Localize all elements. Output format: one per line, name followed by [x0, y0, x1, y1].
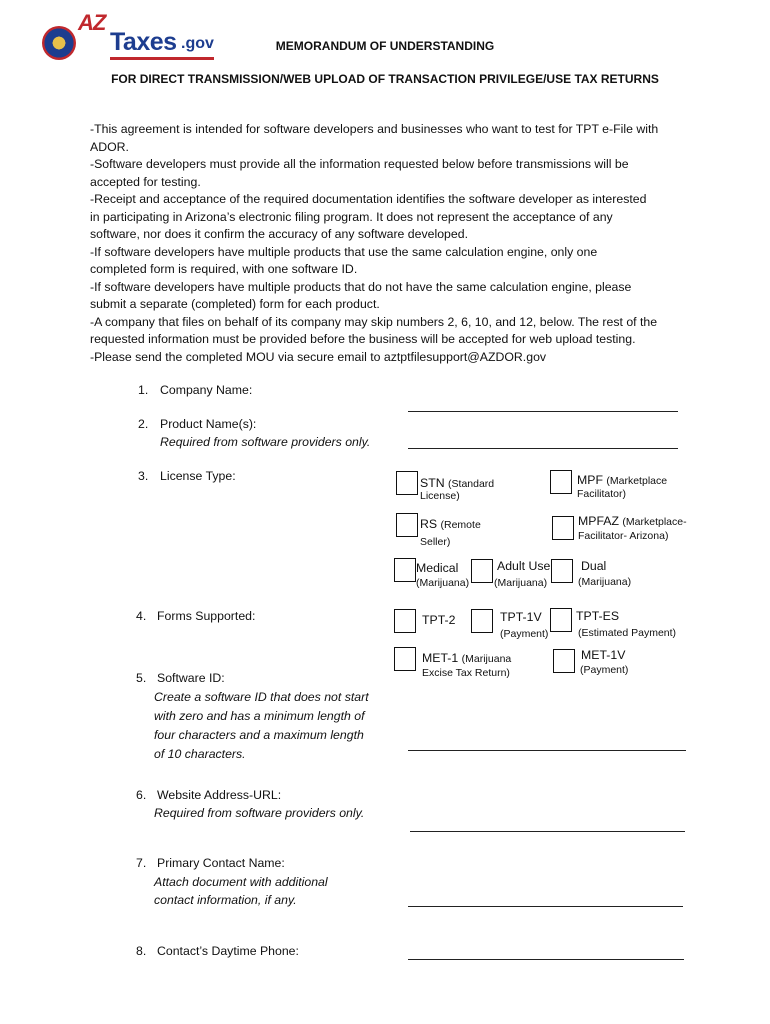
- mpfaz-line2: Facilitator- Arizona): [578, 530, 669, 542]
- item-6-number: 6.: [136, 788, 147, 802]
- intro-line: ADOR.: [90, 139, 129, 154]
- met1v-checkbox[interactable]: [553, 649, 575, 673]
- met1-option-label: [422, 651, 511, 665]
- software-id-note-line: four characters and a maximum length: [154, 728, 364, 742]
- primary-contact-label: Primary Contact Name:: [157, 856, 285, 870]
- company-name-label: Company Name:: [160, 383, 253, 397]
- stn-line2: License): [420, 490, 460, 502]
- product-name-label: Product Name(s):: [160, 417, 257, 431]
- software-id-label: Software ID:: [157, 671, 225, 685]
- daytime-phone-label: Contact’s Daytime Phone:: [157, 944, 299, 958]
- dual-main: Dual: [581, 559, 607, 573]
- rs-paren: (Remote: [440, 519, 481, 531]
- item-2-number: 2.: [138, 417, 149, 431]
- item-5-number: 5.: [136, 671, 147, 685]
- document-subtitle: FOR DIRECT TRANSMISSION/WEB UPLOAD OF TRANSACTION PRIVILEGE/USE TAX RETURNS: [111, 72, 659, 86]
- dual-checkbox[interactable]: [551, 559, 573, 583]
- product-name-field[interactable]: [408, 448, 678, 449]
- primary-contact-field[interactable]: [408, 906, 683, 907]
- item-4-number: 4.: [136, 609, 147, 623]
- stn-main: STN: [420, 476, 445, 490]
- primary-contact-note-line: contact information, if any.: [154, 893, 297, 907]
- company-name-field[interactable]: [408, 411, 678, 412]
- mpfaz-option-label: [578, 514, 687, 528]
- item-3-number: 3.: [138, 469, 149, 483]
- item-8-number: 8.: [136, 944, 147, 958]
- tpt2-main: TPT-2: [422, 613, 456, 627]
- intro-line: software, nor does it confirm the accuracy of any software developed.: [90, 227, 468, 241]
- medical-main: Medical: [416, 561, 459, 575]
- software-id-field[interactable]: [408, 750, 686, 751]
- medical-checkbox[interactable]: [394, 558, 416, 582]
- intro-line: -If software developers have multiple products that use the same calculation engine, only one: [90, 244, 598, 259]
- logo-gov-text: .gov: [181, 35, 214, 52]
- met1-paren: (Marijuana: [461, 653, 512, 665]
- tpt1v-checkbox[interactable]: [471, 609, 493, 633]
- adult-use-main: Adult Use: [497, 559, 551, 573]
- software-id-note-line: of 10 characters.: [154, 747, 246, 761]
- met1-main: MET-1: [422, 651, 459, 665]
- tpt2-checkbox[interactable]: [394, 609, 416, 633]
- intro-line: -Please send the completed MOU via secure email to aztptfilesupport@AZDOR.gov: [90, 349, 547, 364]
- rs-checkbox[interactable]: [396, 513, 418, 537]
- primary-contact-note-line: Attach document with additional: [154, 875, 328, 889]
- intro-line: accepted for testing.: [90, 174, 201, 189]
- item-1-number: 1.: [138, 383, 149, 397]
- daytime-phone-field[interactable]: [408, 959, 684, 960]
- stn-checkbox[interactable]: [396, 471, 418, 495]
- mpf-main: MPF: [577, 473, 603, 487]
- mpf-option-label: [577, 473, 667, 487]
- software-id-note-line: Create a software ID that does not start: [154, 690, 369, 704]
- rs-main: RS: [420, 517, 438, 531]
- license-type-label: License Type:: [160, 469, 236, 483]
- met1v-main: MET-1V: [581, 648, 626, 662]
- intro-line: -If software developers have multiple products that do not have the same calculation engine, please: [90, 279, 632, 294]
- medical-line2: (Marijuana): [416, 577, 470, 589]
- mpf-line2: Facilitator): [577, 488, 627, 500]
- intro-line: in participating in Arizona’s electronic filing program. It does not represent the acceptance of any: [90, 209, 613, 224]
- tpt1v-line2: (Payment): [500, 628, 549, 640]
- met1-line2: Excise Tax Return): [422, 667, 510, 679]
- mpf-paren: (Marketplace: [606, 475, 668, 487]
- intro-line: -A company that files on behalf of its company may skip numbers 2, 6, 10, and 12, below. The rest of the: [90, 314, 658, 329]
- software-id-note-line: with zero and has a minimum length of: [154, 709, 365, 723]
- website-url-label: Website Address-URL:: [157, 788, 282, 802]
- mpfaz-main: MPFAZ: [578, 514, 619, 528]
- intro-line: completed form is required, with one software ID.: [90, 262, 358, 276]
- website-url-field[interactable]: [410, 831, 685, 832]
- website-url-note: Required from software providers only.: [154, 806, 365, 820]
- adult-use-checkbox[interactable]: [471, 559, 493, 583]
- dual-line2: (Marijuana): [578, 576, 632, 588]
- tptes-checkbox[interactable]: [550, 608, 572, 632]
- mpfaz-checkbox[interactable]: [552, 516, 574, 540]
- document-title: MEMORANDUM OF UNDERSTANDING: [275, 39, 495, 53]
- product-name-note: Required from software providers only.: [160, 435, 371, 449]
- tptes-main: TPT-ES: [576, 609, 620, 623]
- adult-use-line2: (Marijuana): [494, 577, 548, 589]
- stn-option-label: [420, 476, 494, 490]
- met1v-line2: (Payment): [580, 664, 629, 676]
- intro-line: -Receipt and acceptance of the required documentation identifies the software developer as interested: [90, 192, 647, 206]
- intro-line: requested information must be provided before the business will be accepted for web upload testing.: [90, 332, 636, 346]
- stn-paren: (Standard: [448, 478, 495, 490]
- tpt1v-main: TPT-1V: [500, 610, 542, 624]
- item-7-number: 7.: [136, 856, 147, 870]
- mpf-checkbox[interactable]: [550, 470, 572, 494]
- forms-supported-label: Forms Supported:: [157, 609, 256, 623]
- logo-underline: [110, 57, 214, 60]
- intro-text: [90, 121, 690, 366]
- intro-line: -This agreement is intended for software developers and businesses who want to test for TPT e-File with: [90, 122, 659, 136]
- rs-line2: Seller): [420, 536, 451, 548]
- logo-taxes-text: Taxes: [110, 28, 177, 56]
- mpfaz-paren: (Marketplace-: [622, 516, 687, 528]
- rs-option-label: [420, 517, 481, 531]
- intro-line: -Software developers must provide all the information requested below before transmissions will be: [90, 157, 629, 171]
- met1-checkbox[interactable]: [394, 647, 416, 671]
- tptes-line2: (Estimated Payment): [578, 627, 677, 639]
- intro-line: submit a separate (completed) form for each product.: [90, 297, 380, 311]
- logo-az-text: AZ: [78, 10, 106, 35]
